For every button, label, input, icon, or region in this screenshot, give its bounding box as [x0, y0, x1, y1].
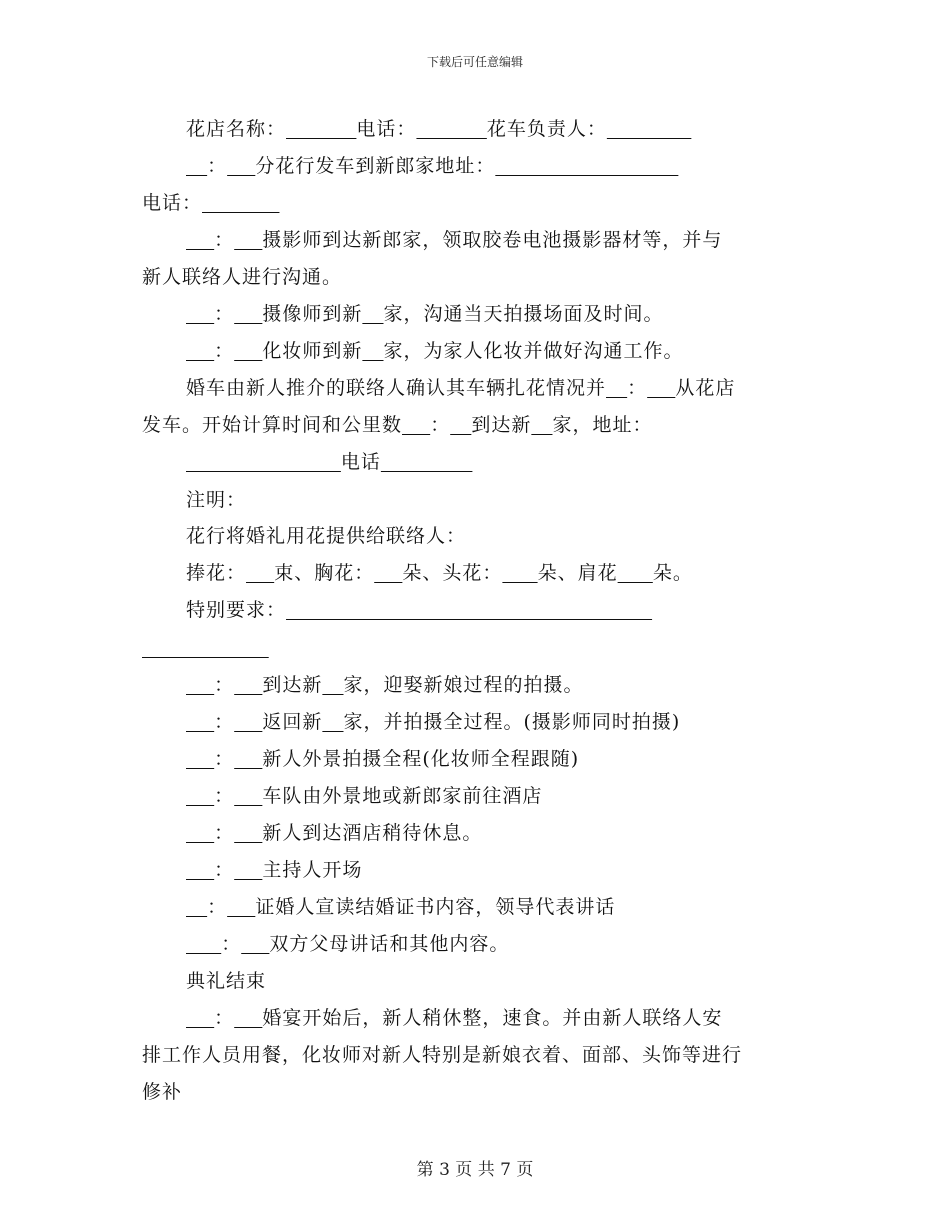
text-segment: 注明：	[186, 489, 247, 511]
text-segment: 电话：	[142, 192, 203, 214]
page-header: 下载后可任意编辑	[426, 55, 523, 69]
blank-field	[618, 562, 653, 584]
text-segment: 婚车由新人推介的联络人确认其车辆扎花情况并	[186, 377, 607, 399]
text-segment: 朵。	[652, 562, 693, 584]
text-line	[142, 636, 269, 660]
text-line	[142, 1043, 742, 1067]
blank-field	[186, 711, 214, 733]
text-segment: 束、胸花：	[274, 562, 375, 584]
text-segment: 到达新	[471, 414, 532, 436]
blank-field	[606, 377, 627, 399]
text-segment: 家，并拍摄全过程。(摄影师同时拍摄)	[343, 711, 681, 733]
page-footer: 第 3 页 共 7 页	[416, 1160, 534, 1180]
text-segment: 朵、头花：	[402, 562, 503, 584]
text-segment: ：	[214, 748, 235, 770]
text-line	[186, 784, 542, 808]
text-segment: 家，地址：	[552, 414, 653, 436]
text-segment: ：	[207, 896, 228, 918]
blank-field	[234, 303, 262, 325]
text-line	[186, 895, 615, 919]
text-segment: ：	[627, 377, 648, 399]
text-line	[186, 488, 246, 512]
blank-field	[227, 155, 255, 177]
text-line	[186, 1006, 722, 1030]
blank-field	[241, 933, 269, 955]
text-line	[186, 858, 362, 882]
text-line	[186, 561, 693, 585]
blank-field	[362, 340, 383, 362]
text-segment: 排工作人员用餐，化妆师对新人特别是新娘衣着、面部、头饰等进行	[142, 1044, 743, 1066]
text-line	[186, 598, 652, 622]
text-line	[142, 413, 652, 437]
blank-field	[416, 118, 486, 140]
text-segment: 花店名称：	[186, 118, 287, 140]
text-segment: 花行将婚礼用花提供给联络人：	[186, 525, 467, 547]
text-segment: 发车。开始计算时间和公里数	[142, 414, 403, 436]
blank-field	[186, 303, 214, 325]
text-segment: ：	[214, 340, 235, 362]
text-segment: 双方父母讲话和其他内容。	[269, 933, 510, 955]
blank-field	[234, 859, 262, 881]
text-line	[186, 821, 482, 845]
text-segment: 电话：	[356, 118, 417, 140]
blank-field	[186, 748, 214, 770]
text-line	[142, 265, 342, 289]
text-segment: 返回新	[262, 711, 323, 733]
blank-field	[286, 118, 356, 140]
text-segment: 修补	[142, 1081, 183, 1103]
blank-field	[234, 340, 262, 362]
text-segment: ：	[214, 303, 235, 325]
text-segment: ：	[214, 859, 235, 881]
text-line	[142, 191, 279, 215]
blank-field	[186, 229, 214, 251]
blank-field	[186, 822, 214, 844]
text-segment: 家，沟通当天拍摄场面及时间。	[383, 303, 664, 325]
text-segment: 摄影师到达新郎家，领取胶卷电池摄影器材等，并与	[262, 229, 723, 251]
text-line	[186, 524, 466, 548]
blank-field	[607, 118, 691, 140]
text-segment: 捧花：	[186, 562, 247, 584]
text-segment: 特别要求：	[186, 599, 287, 621]
blank-field	[234, 711, 262, 733]
blank-field	[381, 451, 473, 473]
text-segment: ：	[214, 785, 235, 807]
text-line	[186, 673, 584, 697]
text-line	[186, 932, 509, 956]
text-segment: 家，为家人化妆并做好沟通工作。	[383, 340, 684, 362]
text-segment: 分花行发车到新郎家地址：	[255, 155, 496, 177]
blank-field	[186, 785, 214, 807]
text-segment: 到达新	[262, 674, 323, 696]
text-line	[186, 376, 735, 400]
text-segment: 新人外景拍摄全程(化妆师全程跟随)	[262, 748, 580, 770]
text-segment: 摄像师到新	[262, 303, 363, 325]
text-segment: 典礼结束	[186, 970, 267, 992]
text-line	[186, 117, 691, 141]
text-segment: ：	[221, 933, 242, 955]
text-line	[186, 228, 722, 252]
blank-field	[186, 451, 341, 473]
blank-field	[374, 562, 402, 584]
text-line	[186, 154, 678, 178]
text-segment: ：	[214, 1007, 235, 1029]
text-segment: 花车负责人：	[486, 118, 607, 140]
text-segment: 家，迎娶新娘过程的拍摄。	[343, 674, 584, 696]
blank-field	[186, 933, 221, 955]
text-segment: 婚宴开始后，新人稍休整，速食。并由新人联络人安	[262, 1007, 723, 1029]
blank-field	[322, 674, 343, 696]
text-segment: 新人到达酒店稍待休息。	[262, 822, 483, 844]
text-line	[142, 1080, 182, 1104]
text-segment: 车队由外景地或新郎家前往酒店	[262, 785, 543, 807]
text-segment: 化妆师到新	[262, 340, 363, 362]
text-segment: ：	[207, 155, 228, 177]
text-segment: ：	[214, 229, 235, 251]
text-segment: 证婚人宣读结婚证书内容，领导代表讲话	[255, 896, 616, 918]
text-segment: ：	[430, 414, 451, 436]
blank-field	[450, 414, 471, 436]
text-line	[186, 969, 266, 993]
blank-field	[234, 1007, 262, 1029]
text-segment: 主持人开场	[262, 859, 363, 881]
blank-field	[502, 562, 537, 584]
blank-field	[495, 155, 678, 177]
blank-field	[227, 896, 255, 918]
blank-field	[186, 340, 214, 362]
blank-field	[186, 1007, 214, 1029]
blank-field	[202, 192, 279, 214]
text-segment: 新人联络人进行沟通。	[142, 266, 343, 288]
blank-field	[234, 822, 262, 844]
text-segment: ：	[214, 711, 235, 733]
text-line	[186, 302, 664, 326]
text-line	[186, 710, 680, 734]
blank-field	[362, 303, 383, 325]
text-segment: ：	[214, 674, 235, 696]
blank-field	[234, 748, 262, 770]
text-segment: 从花店	[675, 377, 736, 399]
text-segment: ：	[214, 822, 235, 844]
blank-field	[234, 674, 262, 696]
blank-field	[186, 674, 214, 696]
blank-field	[142, 637, 269, 659]
text-segment: 朵、肩花	[537, 562, 618, 584]
blank-field	[186, 859, 214, 881]
blank-field	[322, 711, 343, 733]
blank-field	[402, 414, 430, 436]
text-line	[186, 450, 472, 474]
blank-field	[234, 229, 262, 251]
blank-field	[647, 377, 675, 399]
text-segment: 电话	[340, 451, 381, 473]
blank-field	[186, 155, 207, 177]
text-line	[186, 747, 579, 771]
blank-field	[246, 562, 274, 584]
blank-field	[531, 414, 552, 436]
blank-field	[286, 599, 652, 621]
text-line	[186, 339, 684, 363]
blank-field	[234, 785, 262, 807]
blank-field	[186, 896, 207, 918]
